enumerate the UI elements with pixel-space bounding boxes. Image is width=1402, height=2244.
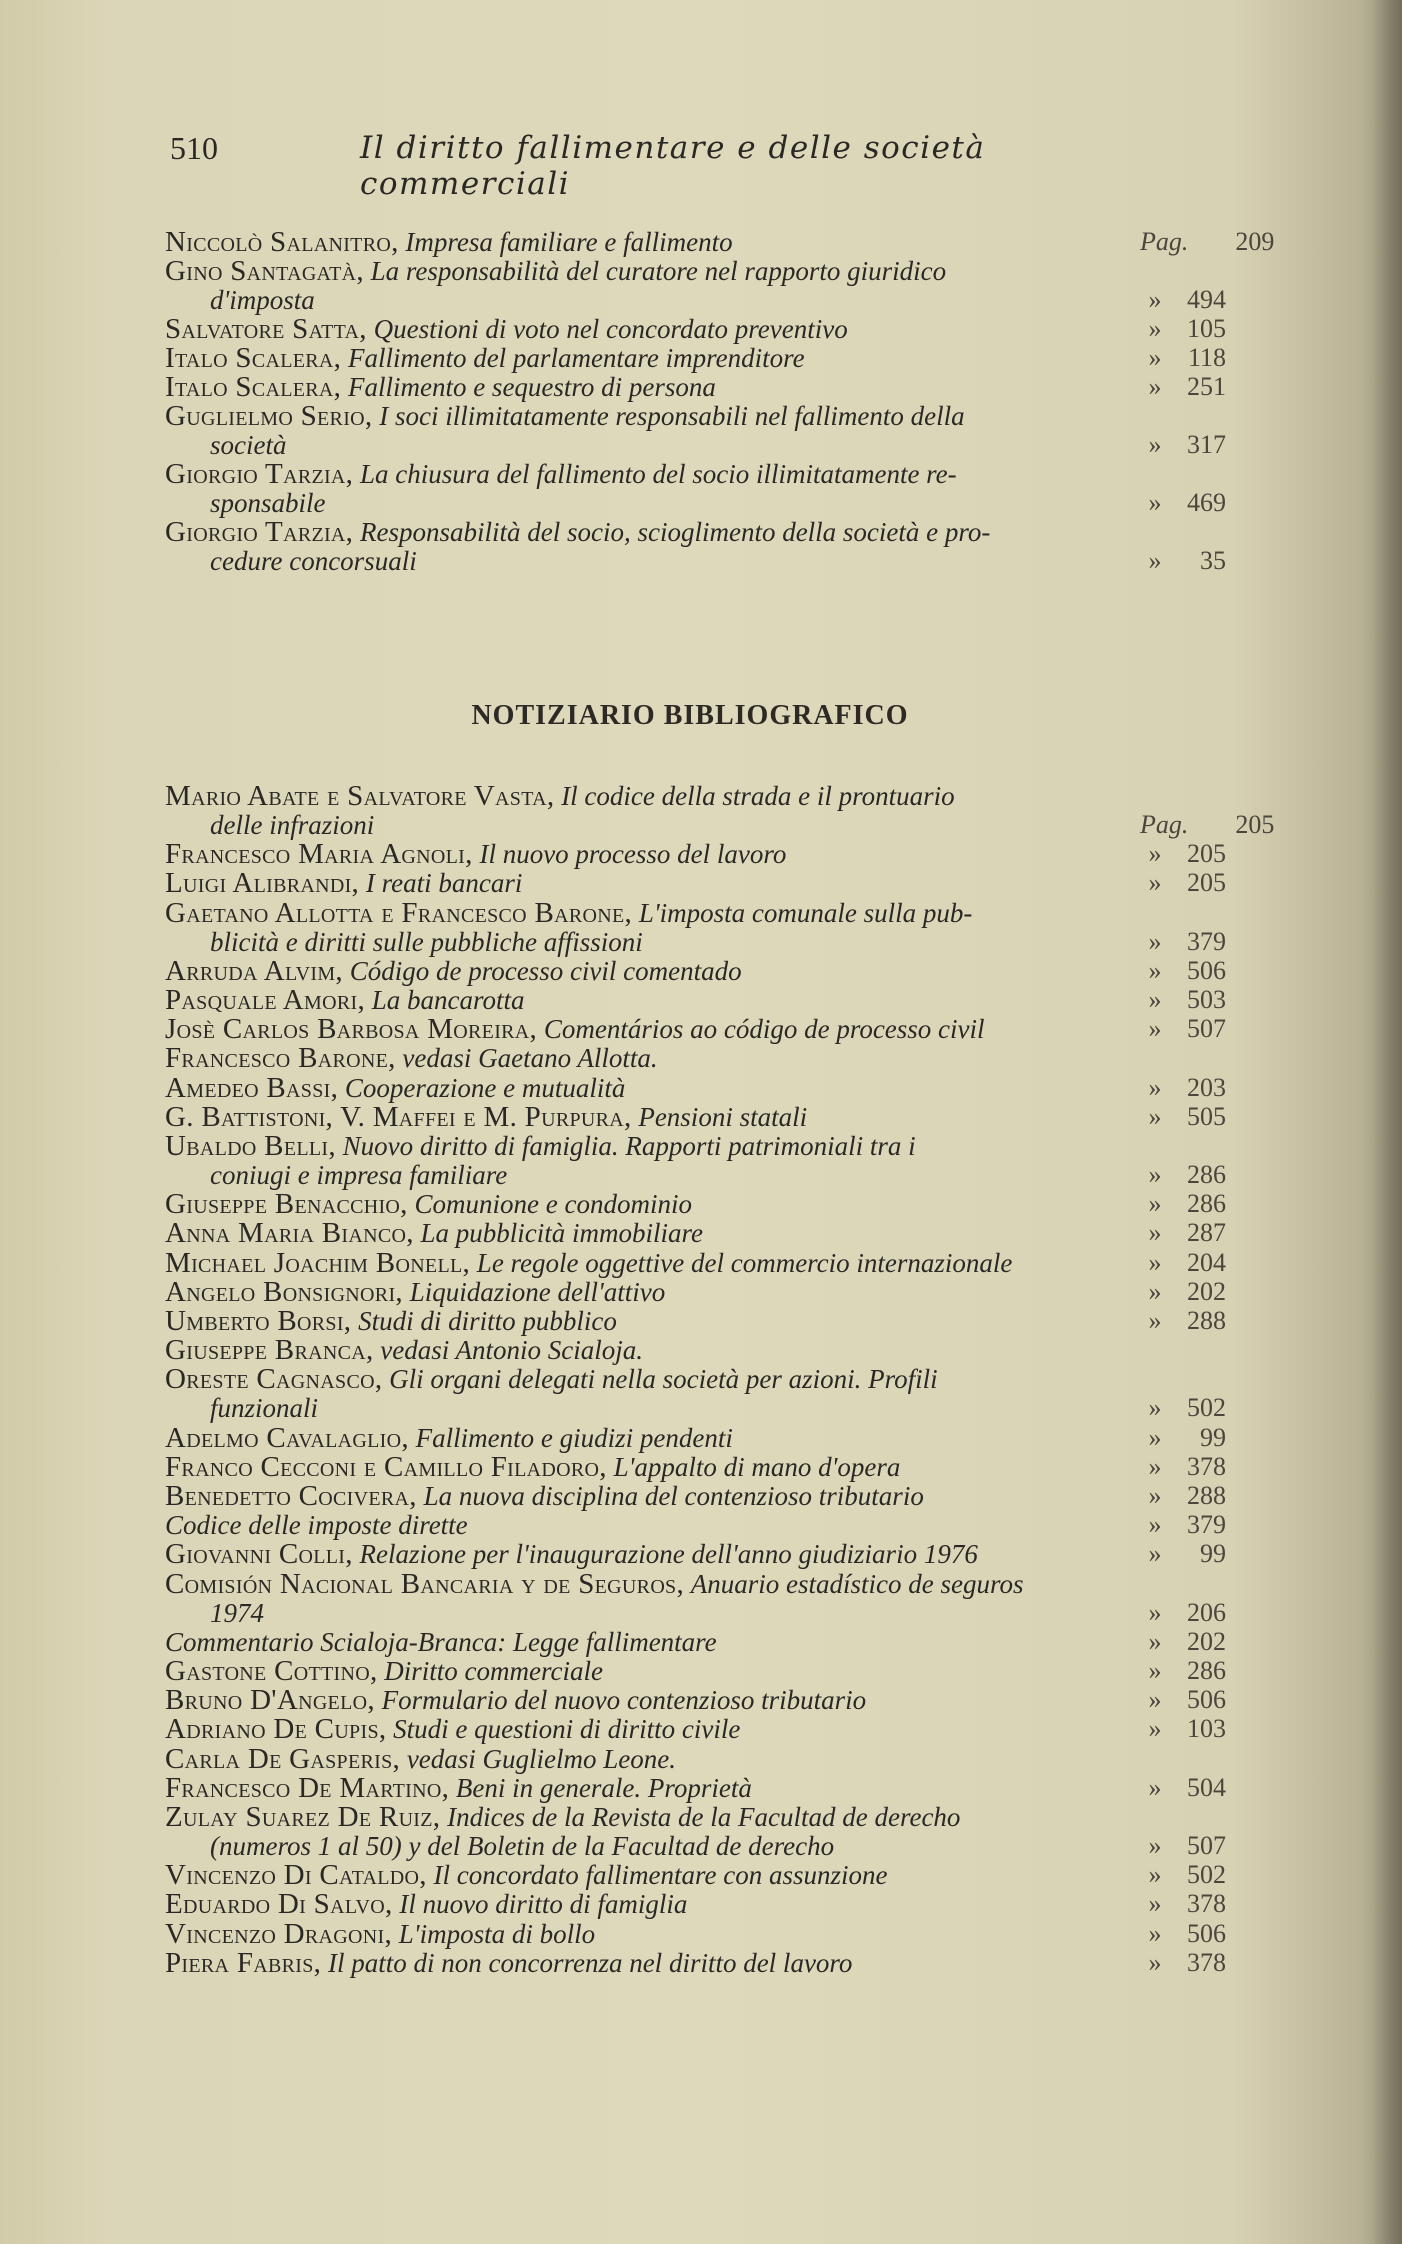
entry-line xyxy=(165,984,525,1016)
entry-author: Amedeo Bassi, xyxy=(165,1071,339,1104)
page-number-ref: 209 xyxy=(1235,227,1275,256)
entry-title: Fallimento del parlamentare imprenditore xyxy=(347,343,805,373)
page-reference xyxy=(1140,1918,1226,1950)
entry-author: Vincenzo Di Cataldo, xyxy=(165,1859,427,1892)
page-reference xyxy=(1140,487,1226,519)
page-number-ref: 469 xyxy=(1187,488,1226,517)
entry-author: Giorgio Tarzia, xyxy=(165,516,354,548)
ditto-mark: » xyxy=(1148,1714,1162,1744)
page-reference xyxy=(1140,429,1226,461)
entry-line-continued xyxy=(210,429,286,461)
entry-author: Guglielmo Serio, xyxy=(165,400,373,432)
page-number-ref: 378 xyxy=(1187,1889,1226,1919)
page-reference xyxy=(1140,1888,1226,1920)
page-number: 510 xyxy=(170,130,218,166)
entry-author: Josè Carlos Barbosa Moreira, xyxy=(165,1013,538,1046)
ditto-mark: » xyxy=(1148,1772,1162,1802)
entry-author: Adriano De Cupis, xyxy=(165,1713,387,1746)
page-number-ref: 99 xyxy=(1200,1422,1226,1452)
page-reference xyxy=(1140,1247,1226,1279)
entry-author: Carla De Gasperis, xyxy=(165,1742,401,1775)
page-number-ref: 378 xyxy=(1187,1451,1226,1481)
entry-line-continued xyxy=(210,809,374,841)
page-reference xyxy=(1140,926,1226,958)
page-number-ref: 503 xyxy=(1187,985,1226,1014)
ditto-mark: » xyxy=(1148,488,1162,517)
ditto-mark: » xyxy=(1148,1422,1162,1452)
entry-line-continued xyxy=(210,1392,318,1424)
page-number-ref: 288 xyxy=(1187,1306,1226,1335)
page-number-ref: 286 xyxy=(1187,1160,1226,1189)
entry-title-continued: funzionali xyxy=(210,1393,319,1424)
entry-line xyxy=(165,1130,916,1162)
page-number-ref: 205 xyxy=(1187,868,1226,898)
entry-line-continued xyxy=(210,284,315,316)
entry-line-continued xyxy=(210,487,326,519)
page-number-ref: 202 xyxy=(1187,1276,1226,1306)
entry-title: Cooperazione e mutualità xyxy=(344,1072,626,1103)
ditto-mark: » xyxy=(1148,1685,1162,1715)
page-number-ref: 287 xyxy=(1187,1218,1226,1248)
page-reference xyxy=(1140,984,1226,1016)
ditto-mark: » xyxy=(1148,1218,1162,1248)
entry-line xyxy=(165,897,972,929)
page-reference xyxy=(1140,1597,1226,1629)
entry-line xyxy=(165,1655,603,1687)
page-number-ref: 288 xyxy=(1187,1481,1226,1510)
page-reference xyxy=(1140,1101,1226,1133)
entry-title: Formulario del nuovo contenzioso tributario xyxy=(381,1685,867,1716)
ditto-mark: » xyxy=(1148,1072,1162,1102)
page-number-ref: 379 xyxy=(1187,926,1226,956)
page-number-ref: 203 xyxy=(1187,1072,1226,1102)
page-number-ref: 494 xyxy=(1187,285,1226,314)
ditto-mark: » xyxy=(1148,1860,1162,1890)
entry-author: Gino Santagatà, xyxy=(165,255,364,287)
page-number-ref: 118 xyxy=(1187,343,1226,372)
page-number-ref: 506 xyxy=(1187,1918,1226,1948)
entry-line xyxy=(165,1947,852,1979)
entry-author: Vincenzo Dragoni, xyxy=(165,1917,393,1950)
ditto-mark: » xyxy=(1148,1539,1162,1569)
ditto-mark: » xyxy=(1148,868,1162,898)
entry-author: Zulay Suarez De Ruiz, xyxy=(165,1801,441,1833)
ditto-mark: » xyxy=(1148,1451,1162,1481)
entry-line xyxy=(165,1451,900,1483)
entry-author: Pasquale Amori, xyxy=(165,984,366,1016)
page-reference xyxy=(1140,867,1226,899)
ditto-mark: » xyxy=(1148,1831,1162,1860)
ditto-mark: » xyxy=(1148,839,1162,869)
ditto-mark: » xyxy=(1148,1481,1162,1510)
entry-author: Francesco De Martino, xyxy=(165,1771,450,1804)
ditto-mark: » xyxy=(1148,546,1162,575)
entry-title: Studi di diritto pubblico xyxy=(358,1306,617,1336)
entry-author: Italo Scalera, xyxy=(165,342,342,374)
entry-line xyxy=(165,1888,687,1920)
entry-line xyxy=(165,1101,807,1133)
entry-line xyxy=(165,1509,468,1541)
pag-label: Pag. xyxy=(1140,227,1189,256)
ditto-mark: » xyxy=(1148,955,1162,985)
entry-title: La pubblicità immobiliare xyxy=(420,1218,704,1249)
entry-title-continued: d'imposta xyxy=(210,285,315,315)
entry-title: Fallimento e sequestro di persona xyxy=(347,372,716,402)
entry-title: Commentario Scialoja-Branca: Legge fallimentare xyxy=(165,1626,717,1657)
entry-line xyxy=(165,371,716,403)
entry-title: Código de processo civil comentado xyxy=(349,955,742,986)
page-reference xyxy=(1140,1713,1226,1745)
entry-line-continued xyxy=(210,545,417,577)
entry-title-continued: 1974 xyxy=(210,1597,264,1628)
entry-line xyxy=(165,1626,717,1658)
entry-line xyxy=(165,1684,866,1716)
page-number-ref: 379 xyxy=(1187,1510,1226,1540)
entry-title: Nuovo diritto di famiglia. Rapporti patrimoniali tra i xyxy=(342,1131,916,1161)
entry-line xyxy=(165,1042,658,1074)
entry-author: Umberto Borsi, xyxy=(165,1305,352,1337)
page-number-ref: 505 xyxy=(1187,1101,1226,1131)
ditto-mark: » xyxy=(1148,1014,1162,1044)
page-reference xyxy=(1140,342,1226,374)
page-reference xyxy=(1140,1509,1226,1541)
page-number-ref: 507 xyxy=(1187,1831,1226,1860)
entry-title: La responsabilità del curatore nel rapporto giuridico xyxy=(370,256,947,286)
ditto-mark: » xyxy=(1148,1656,1162,1685)
entry-title: Responsabilità del socio, scioglimento della società e pro- xyxy=(359,517,991,547)
entry-title: I reati bancari xyxy=(365,868,523,899)
entry-author: Comisión Nacional Bancaria y de Seguros, xyxy=(165,1567,685,1600)
entry-line xyxy=(165,458,957,490)
page-number-ref: 378 xyxy=(1187,1947,1226,1977)
page-number-ref: 205 xyxy=(1235,810,1275,839)
page-number-ref: 504 xyxy=(1187,1772,1226,1802)
entry-line xyxy=(165,255,946,287)
page-number-ref: 251 xyxy=(1187,372,1226,401)
page-reference xyxy=(1140,1451,1226,1483)
entry-line-continued xyxy=(210,1830,834,1862)
entry-title: Il nuovo processo del lavoro xyxy=(479,839,787,870)
entry-author: Giovanni Colli, xyxy=(165,1538,353,1571)
entry-title-continued: sponsabile xyxy=(210,488,326,518)
page-reference xyxy=(1140,809,1274,841)
entry-author: Gastone Cottino, xyxy=(165,1655,378,1687)
page-reference xyxy=(1140,226,1274,258)
ditto-mark: » xyxy=(1148,1889,1162,1919)
entry-author: Arruda Alvim, xyxy=(165,954,343,987)
page-reference xyxy=(1140,1013,1226,1045)
entry-title: Fallimento e giudizi pendenti xyxy=(415,1422,733,1453)
entry-line-continued xyxy=(210,926,643,958)
entry-author: G. Battistoni, V. Maffei e M. Purpura, xyxy=(165,1100,632,1133)
entry-line xyxy=(165,1801,960,1833)
ditto-mark: » xyxy=(1148,1306,1162,1335)
entry-title: La chiusura del fallimento del socio illimitatamente re- xyxy=(359,459,957,489)
page-reference xyxy=(1140,1480,1226,1512)
entry-line xyxy=(165,1334,643,1366)
page-number-ref: 317 xyxy=(1187,430,1226,459)
entry-line xyxy=(165,226,733,258)
page-reference xyxy=(1140,313,1226,345)
ditto-mark: » xyxy=(1148,430,1162,459)
page-reference xyxy=(1140,1684,1226,1716)
page-number-ref: 502 xyxy=(1187,1860,1226,1890)
entry-title: Comunione e condominio xyxy=(414,1189,692,1220)
entry-line xyxy=(165,1363,938,1395)
entry-line xyxy=(165,1247,1012,1279)
entry-title: Questioni di voto nel concordato preventivo xyxy=(373,314,848,344)
running-title: Il diritto fallimentare e delle società commerciali xyxy=(360,130,986,202)
entry-author: Mario Abate e Salvatore Vasta, xyxy=(165,780,555,812)
entry-line xyxy=(165,516,990,548)
page-number-ref: 35 xyxy=(1200,546,1226,575)
page-number-ref: 502 xyxy=(1187,1393,1226,1423)
entry-line xyxy=(165,838,786,870)
entry-title: Comentários ao código de processo civil xyxy=(543,1014,985,1045)
page-reference xyxy=(1140,1217,1226,1249)
entry-title: Il codice della strada e il prontuario xyxy=(561,781,955,811)
page-number-ref: 99 xyxy=(1200,1539,1226,1569)
entry-line xyxy=(165,1013,985,1045)
ditto-mark: » xyxy=(1148,926,1162,956)
entry-title: Il concordato fallimentare con assunzione xyxy=(433,1860,888,1891)
entry-line xyxy=(165,1480,924,1512)
entry-line xyxy=(165,1422,733,1454)
entry-line xyxy=(165,1859,887,1891)
page-number-ref: 204 xyxy=(1187,1247,1226,1277)
page-reference xyxy=(1140,371,1226,403)
pag-label: Pag. xyxy=(1140,810,1189,839)
entry-author: Niccolò Salanitro, xyxy=(165,226,399,258)
entry-title: Relazione per l'inaugurazione dell'anno giudiziario 1976 xyxy=(359,1539,978,1570)
page-number-ref: 103 xyxy=(1187,1714,1226,1744)
entry-title-continued: blicità e diritti sulle pubbliche affissioni xyxy=(210,926,643,957)
ditto-mark: » xyxy=(1148,1597,1162,1627)
page-number-ref: 506 xyxy=(1187,955,1226,985)
entry-title-continued: (numeros 1 al 50) y del Boletin de la Facultad de derecho xyxy=(210,1831,835,1861)
ditto-mark: » xyxy=(1148,1189,1162,1219)
ditto-mark: » xyxy=(1148,343,1162,372)
entry-title: Impresa familiare e fallimento xyxy=(405,227,733,257)
entry-author: Gaetano Allotta e Francesco Barone, xyxy=(165,896,633,929)
ditto-mark: » xyxy=(1148,372,1162,401)
ditto-mark: » xyxy=(1148,1510,1162,1540)
entry-line xyxy=(165,1568,1024,1600)
page-reference xyxy=(1140,1276,1226,1308)
page-reference xyxy=(1140,1947,1226,1979)
entry-title: L'appalto di mano d'opera xyxy=(613,1451,901,1482)
ditto-mark: » xyxy=(1148,1393,1162,1423)
page-reference xyxy=(1140,1305,1226,1337)
page-reference xyxy=(1140,838,1226,870)
entry-title: L'imposta di bollo xyxy=(398,1918,596,1949)
page-number-ref: 205 xyxy=(1187,839,1226,869)
entry-line-continued xyxy=(210,1159,507,1191)
entry-line xyxy=(165,342,805,374)
section-title: NOTIZIARIO BIBLIOGRAFICO xyxy=(471,700,909,731)
entry-title: Pensioni statali xyxy=(638,1101,808,1132)
entry-title: Anuario estadístico de seguros xyxy=(690,1568,1024,1599)
entry-line xyxy=(165,1276,665,1308)
page-number-ref: 506 xyxy=(1187,1685,1226,1715)
entry-title: La bancarotta xyxy=(371,985,525,1015)
entry-author: Luigi Alibrandi, xyxy=(165,867,360,900)
entry-title-continued: cedure concorsuali xyxy=(210,546,417,576)
ditto-mark: » xyxy=(1148,1101,1162,1131)
entry-author: Anna Maria Bianco, xyxy=(165,1217,414,1250)
entry-line xyxy=(165,1188,692,1220)
page-reference xyxy=(1140,1859,1226,1891)
entry-title: vedasi Gaetano Allotta. xyxy=(402,1043,658,1074)
ditto-mark: » xyxy=(1148,1276,1162,1306)
entry-author: Salvatore Satta, xyxy=(165,313,367,345)
entry-author: Giuseppe Branca, xyxy=(165,1334,374,1367)
ditto-mark: » xyxy=(1148,985,1162,1014)
entry-line-continued xyxy=(210,1597,264,1629)
ditto-mark: » xyxy=(1148,285,1162,314)
entry-title: vedasi Antonio Scialoja. xyxy=(380,1335,643,1366)
entry-line xyxy=(165,400,965,432)
page-reference xyxy=(1140,284,1226,316)
entry-line xyxy=(165,780,955,812)
entry-author: Oreste Cagnasco, xyxy=(165,1363,383,1396)
page-number-ref: 206 xyxy=(1187,1597,1226,1627)
entry-title-continued: società xyxy=(210,430,287,460)
entry-author: Ubaldo Belli, xyxy=(165,1130,336,1162)
entry-line xyxy=(165,955,742,987)
entry-author: Giuseppe Benacchio, xyxy=(165,1188,408,1221)
entry-line xyxy=(165,1072,625,1104)
page-reference xyxy=(1140,1772,1226,1804)
entry-title: Studi e questioni di diritto civile xyxy=(393,1714,741,1745)
page-reference xyxy=(1140,1159,1226,1191)
entry-line xyxy=(165,1305,617,1337)
page-number-ref: 202 xyxy=(1187,1626,1226,1656)
entry-title: Beni in generale. Proprietà xyxy=(455,1772,752,1803)
entry-line xyxy=(165,1772,752,1804)
entry-title: Codice delle imposte dirette xyxy=(165,1510,468,1541)
entry-line xyxy=(165,1538,978,1570)
entry-author: Piera Fabris, xyxy=(165,1946,322,1979)
ditto-mark: » xyxy=(1148,1247,1162,1277)
page-number-ref: 286 xyxy=(1187,1189,1226,1219)
entry-author: Italo Scalera, xyxy=(165,371,342,403)
entry-title-continued: coniugi e impresa familiare xyxy=(210,1160,508,1190)
page-reference xyxy=(1140,545,1226,577)
entry-author: Francesco Barone, xyxy=(165,1042,396,1075)
entry-author: Angelo Bonsignori, xyxy=(165,1275,403,1308)
entry-line xyxy=(165,1713,740,1745)
entry-title: Le regole oggettive del commercio internazionale xyxy=(476,1247,1013,1278)
entry-title: Il nuovo diritto di famiglia xyxy=(399,1889,688,1920)
page-reference xyxy=(1140,1538,1226,1570)
ditto-mark: » xyxy=(1148,1626,1162,1656)
page-reference xyxy=(1140,1830,1226,1862)
entry-author: Francesco Maria Agnoli, xyxy=(165,838,473,871)
entry-title: Gli organi delegati nella società per azioni. Profili xyxy=(389,1364,938,1395)
page-reference xyxy=(1140,955,1226,987)
entry-author: Giorgio Tarzia, xyxy=(165,458,354,490)
page-reference xyxy=(1140,1392,1226,1424)
page-reference xyxy=(1140,1626,1226,1658)
entry-title: Il patto di non concorrenza nel diritto del lavoro xyxy=(327,1947,853,1978)
entry-line xyxy=(165,313,848,345)
page-reference xyxy=(1140,1655,1226,1687)
entry-author: Eduardo Di Salvo, xyxy=(165,1888,393,1921)
entry-line xyxy=(165,1217,703,1249)
entry-title: Liquidazione dell'attivo xyxy=(409,1276,666,1307)
ditto-mark: » xyxy=(1148,1947,1162,1977)
entry-title: vedasi Guglielmo Leone. xyxy=(406,1743,677,1774)
entry-title-continued: delle infrazioni xyxy=(210,810,375,840)
entry-line xyxy=(165,867,522,899)
ditto-mark: » xyxy=(1148,1918,1162,1948)
page-number-ref: 286 xyxy=(1187,1656,1226,1685)
entry-title: I soci illimitatamente responsabili nel fallimento della xyxy=(379,401,965,431)
entry-line xyxy=(165,1918,595,1950)
entry-author: Bruno D'Angelo, xyxy=(165,1684,375,1717)
entry-title: Indices de la Revista de la Facultad de derecho xyxy=(447,1802,961,1832)
ditto-mark: » xyxy=(1148,314,1162,343)
page-number-ref: 105 xyxy=(1187,314,1226,343)
ditto-mark: » xyxy=(1148,1160,1162,1189)
page-number-ref: 507 xyxy=(1187,1014,1226,1044)
entry-title: L'imposta comunale sulla pub- xyxy=(638,897,973,928)
entry-title: Diritto commerciale xyxy=(384,1656,603,1686)
page-reference xyxy=(1140,1072,1226,1104)
page-reference xyxy=(1140,1188,1226,1220)
entry-line xyxy=(165,1743,676,1775)
entry-author: Benedetto Cocivera, xyxy=(165,1480,417,1512)
entry-author: Adelmo Cavalaglio, xyxy=(165,1421,409,1454)
page-reference xyxy=(1140,1422,1226,1454)
entry-title: La nuova disciplina del contenzioso tributario xyxy=(423,1481,924,1511)
entry-author: Michael Joachim Bonell, xyxy=(165,1246,471,1279)
entry-author: Franco Cecconi e Camillo Filadoro, xyxy=(165,1450,607,1483)
